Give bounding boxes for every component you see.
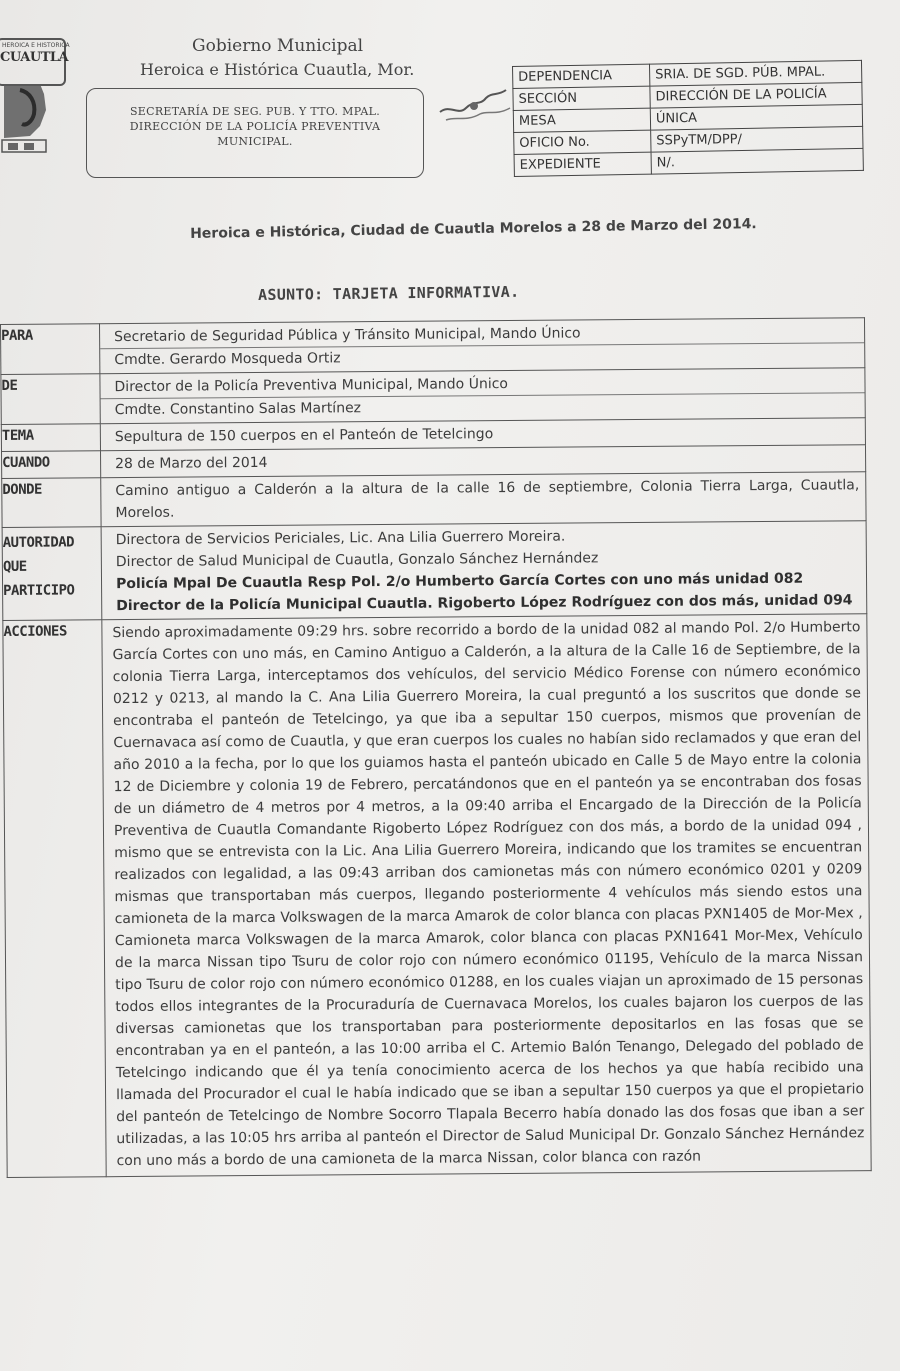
label-tema: TEMA <box>1 424 100 452</box>
row-de <box>1 368 865 425</box>
label-donde: DONDE <box>2 478 101 528</box>
secretariat-line-3: MUNICIPAL. <box>217 135 293 148</box>
label-acciones: ACCIONES <box>3 620 106 1178</box>
value-autoridad <box>101 521 867 620</box>
table-row <box>514 148 863 176</box>
dep-value: SRIA. DE SGD. PÚB. MPAL. <box>649 60 861 86</box>
value-cuando: 28 de Marzo del 2014 <box>100 445 865 478</box>
row-acciones <box>3 614 871 1178</box>
seal-city-name: CUAUTLA <box>0 50 69 65</box>
value-donde: Camino antiguo a Calderón a la altura de la calle 16 de septiembre, Colonia Tierra Larga, Cuautla, Morelos. <box>101 472 866 527</box>
autoridad-line-4: Director de la Policía Municipal Cuautla. Rigoberto López Rodríguez con dos más, unidad 094 <box>116 592 853 615</box>
row-para <box>1 318 865 375</box>
municipal-seal <box>0 30 70 155</box>
para-line-2: Cmdte. Gerardo Mosqueda Ortiz <box>100 342 864 371</box>
autoridad-line-1: Directora de Servicios Periciales, Lic. Ana Lilia Guerrero Moreira. <box>115 528 566 549</box>
dep-key: MESA <box>513 108 650 132</box>
place-and-date: Heroica e Histórica, Ciudad de Cuautla Morelos a 28 de Marzo del 2014. <box>190 216 757 242</box>
label-cuando: CUANDO <box>2 451 101 479</box>
label-autoridad-2: QUE <box>2 558 27 575</box>
ink-stamp-icon <box>436 86 514 132</box>
label-autoridad-3: PARTICIPO <box>3 582 75 599</box>
subject-heading: ASUNTO: TARJETA INFORMATIVA. <box>258 282 520 304</box>
value-acciones: Siendo aproximadamente 09:29 hrs. sobre recorrido a bordo de la unidad 082 al mando Pol. 2/o Humberto García Cortes con uno más, en Camino Antiguo a Calderón, a la altura de la Calle 16 de Septiembre, de la colonia Tierra Larga, interceptamos dos vehículos, del servicio Médico Forense con número económico 0212 y 0213, al mando la C. Ana Lilia Guerrero Moreira, la cual preguntó a los suscritos que donde se encontraba el panteón de Tetelcingo, ya que iba a sepultar 150 cuerpos, mismos que provenían de Cuernavaca así como de Cuautla, y que eran cuerpos los cuales no habían sido reclamados y que eran del año 2010 a la fecha, por lo que los guiamos hasta el panteón ubicado en Calle 5 de Mayo entre la colonia 12 de Diciembre y colonia 19 de Febrero, percatándonos que en el panteón ya se encontraban dos fosas de un diámetro de 4 metros por 4 metros, a la 09:40 arriba el Encargado de la Dirección de la Policía Preventiva de Cuautla Comandante Rigoberto López Rodríguez con dos más, a bordo de la unidad 094 , mismo que se entrevista con la Lic. Ana Lilia Guerrero Moreira, indicando que los tramites se encuentran realizados con legalidad, a las 09:43 arriban dos camionetas más con número económico 0201 y 0209 mismas que transportaban más cuerpos, llegando posteriormente 4 vehículos más siendo estos una camioneta de la marca Volkswagen de la marca Amarok de color blanca con placas PXN1405 de Mor-Mex , Camioneta marca Volkswagen de la marca Amarok, color blanca con placas PXN1641 Mor-Mex, Vehículo de la marca Nissan tipo Tsuru de color rojo con número económico 01195, Vehículo de la marca Nissan tipo Tsuru de color rojo con número económico 01288, en los cuales viajan un aproximado de 15 personas todos ellos integrantes de la Procuraduría de Cuernavaca Morelos, los cuales bajaron los cuerpos de las diversas camionetas que los transportaban para posteriormente depositarlos en las fosas que se encontraban ya en el panteón, a las 10:00 arriba el C. Artemio Balón Tenango, Delegado del poblado de Tetelcingo indicando que él ya tenía conocimiento acerca de los hechos ya que había recibido una llamada del Procurador el cual le había indicado que se iban a sepultar 150 cuerpos ya que el propietario del panteón de Tetelcingo de Nombre Socorro Tlapala Becerro había donado las dos fosas que iban a ser utilizadas, a las 10:05 hrs arriba al panteón el Director de Salud Municipal Dr. Gonzalo Sánchez Hernández con uno más a bordo de una camioneta de la marca Nissan, color blanca con razón <box>102 614 871 1177</box>
gov-subtitle: Heroica e Histórica Cuautla, Mor. <box>140 60 415 79</box>
para-line-1: Secretario de Seguridad Pública y Tránsito Municipal, Mando Único <box>114 325 581 346</box>
dependency-table <box>512 60 864 177</box>
autoridad-line-3: Policía Mpal De Cuautla Resp Pol. 2/o Humberto García Cortes con uno más unidad 082 <box>115 570 804 593</box>
dep-value: SSPyTM/DPP/ <box>651 126 863 152</box>
value-de <box>100 368 865 424</box>
label-autoridad-1: AUTORIDAD <box>2 534 75 551</box>
row-autoridad <box>2 521 867 621</box>
report-table <box>0 317 872 1178</box>
label-autoridad <box>2 527 102 621</box>
dep-value: DIRECCIÓN DE LA POLICÍA <box>650 82 862 108</box>
dep-value: ÚNICA <box>650 104 862 130</box>
de-line-1: Director de la Policía Preventiva Municipal, Mando Único <box>114 376 509 396</box>
row-donde <box>2 472 866 528</box>
gov-title: Gobierno Municipal <box>192 36 364 56</box>
secretariat-box <box>86 88 424 178</box>
de-line-2: Cmdte. Constantino Salas Martínez <box>101 392 865 421</box>
secretariat-line-1: SECRETARÍA DE SEG. PUB. Y TTO. MPAL. <box>129 105 381 118</box>
seal-caption: HEROICA E HISTORICA <box>2 42 70 49</box>
secretariat-line-2: DIRECCIÓN DE LA POLICÍA PREVENTIVA <box>129 120 381 133</box>
label-de: DE <box>1 374 100 425</box>
dep-value: N/. <box>651 148 863 174</box>
value-para <box>100 318 865 374</box>
dep-key: EXPEDIENTE <box>514 152 651 176</box>
label-para: PARA <box>1 324 100 375</box>
dep-key: OFICIO No. <box>514 130 651 154</box>
coat-of-arms-icon <box>0 80 62 155</box>
value-tema: Sepultura de 150 cuerpos en el Panteón de Tetelcingo <box>100 418 865 451</box>
autoridad-line-2: Director de Salud Municipal de Cuautla, Gonzalo Sánchez Hernández <box>115 550 599 571</box>
dep-key: DEPENDENCIA <box>513 64 650 88</box>
dep-key: SECCIÓN <box>513 86 650 110</box>
